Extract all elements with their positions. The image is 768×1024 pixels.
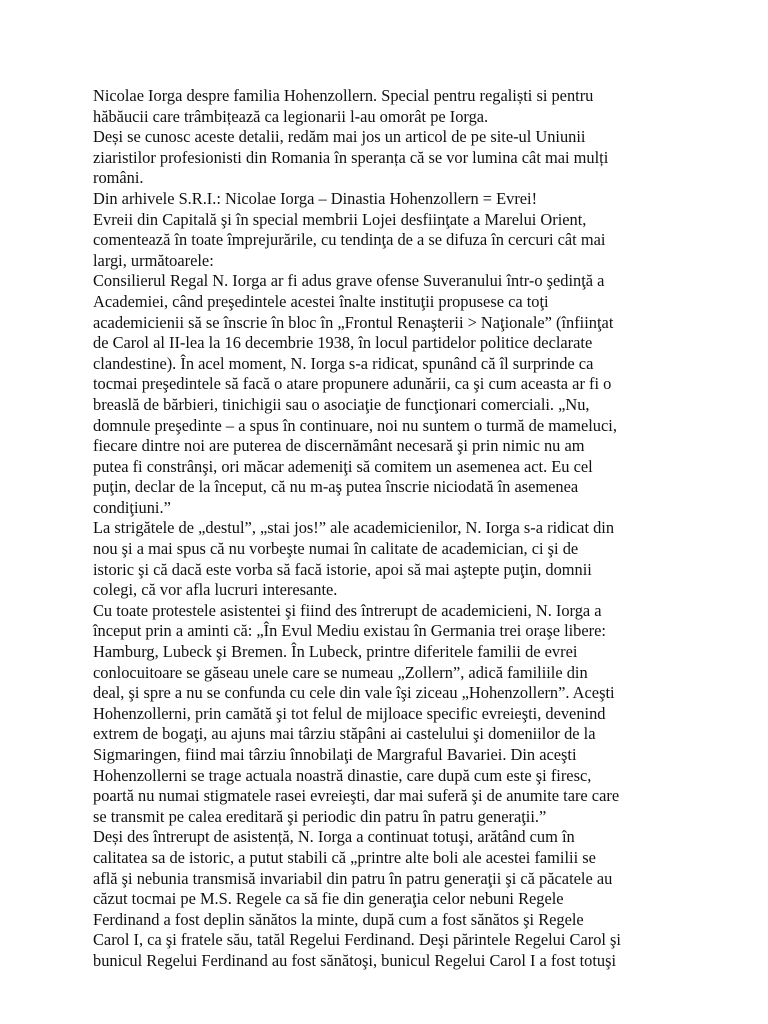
text-line: Deși des întrerupt de asistență, N. Iorga a continuat totuşi, arătând cum în [93, 827, 575, 847]
text-line: Nicolae Iorga despre familia Hohenzollern. Special pentru regaliști si pentru [93, 86, 594, 105]
text-line: Consilierul Regal N. Iorga ar fi adus grave ofense Suveranului într-o şedinţă a [93, 271, 605, 291]
text-line: poartă nu numai stigmatele rasei evreieşti, dar mai suferă şi de anumite tare care [93, 786, 620, 806]
text-line: extrem de bogaţi, au ajuns mai târziu stăpâni ai castelului şi domeniilor de la [93, 724, 596, 744]
text-line: Evreii din Capitală şi în special membrii Lojei desfiinţate a Marelui Orient, [93, 209, 587, 229]
text-line: La strigătele de „destul”, „stai jos!” ale academicienilor, N. Iorga s-a ridicat din [93, 518, 615, 538]
text-line: români. [93, 168, 144, 188]
text-line: domnule preşedinte – a spus în continuare, noi nu suntem o turmă de mameluci, [93, 415, 617, 435]
text-line: se transmit pe calea ereditară şi periodic din patru în patru generaţii.” [93, 806, 547, 826]
text-line: început prin a aminti că: „În Evul Mediu existau în Germania trei oraşe libere: [93, 621, 606, 641]
text-line: nou şi a mai spus că nu vorbeşte numai în calitate de academician, ci şi de [93, 539, 579, 559]
text-line: Hohenzollerni se trage actuala noastră dinastie, care după cum este şi firesc, [93, 765, 592, 785]
text-line: Hamburg, Lubeck şi Bremen. În Lubeck, printre diferitele familii de evrei [93, 642, 578, 662]
text-line: calitatea sa de istoric, a putut stabili că „printre alte boli ale acestei familii se [93, 847, 596, 867]
text-line: breaslă de bărbieri, tinichigii sau o asociaţie de funcţionari comerciali. „Nu, [93, 394, 590, 414]
text-line: clandestine). În acel moment, N. Iorga s-a ridicat, spunând că îl surprinde ca [93, 353, 594, 373]
text-line: fiecare dintre noi are puterea de discernământ necesară şi prin nimic nu am [93, 436, 585, 456]
text-line: puţin, declar de la început, că nu m-aş putea înscrie niciodată în asemenea [93, 477, 579, 497]
text-line: hăbăucii care trâmbițează ca legionarii l-au omorât pe Iorga. [93, 106, 489, 126]
text-line: deal, şi spre a nu se confunda cu cele din vale îşi ziceau „Hohenzollern”. Aceşti [93, 683, 615, 703]
text-line: condiţiuni.” [93, 497, 171, 517]
text-line: Din arhivele S.R.I.: Nicolae Iorga – Dinastia Hohenzollern = Evrei! [93, 188, 538, 208]
text-line: Hohenzollerni, prin camătă şi tot felul de mijloace specific evreieşti, devenind [93, 703, 606, 723]
text-line: comentează în toate împrejurările, cu tendinţa de a se difuza în cercuri cât mai [93, 230, 606, 250]
text-line: Academiei, când preşedintele acestei înalte instituţii propusese ca toţi [93, 291, 549, 311]
text-line: află şi nebunia transmisă invariabil din patru în patru generaţii şi că păcatele au [93, 868, 613, 888]
text-line: căzut tocmai pe M.S. Regele ca să fie din generaţia celor nebuni Regele [93, 889, 564, 909]
text-line: bunicul Regelui Ferdinand au fost sănătoşi, bunicul Regelui Carol I a fost totuşi [93, 950, 617, 970]
text-line: Ferdinand a fost deplin sănătos la minte, după cum a fost sănătos şi Regele [93, 909, 584, 929]
text-line: academicienii să se înscrie în bloc în „Frontul Renaşterii > Naţionale” (înfiinţat [93, 312, 614, 332]
text-line: istoric şi că dacă este vorba să facă istorie, apoi să mai aştepte puţin, domnii [93, 559, 592, 579]
text-line: putea fi constrânşi, ori măcar ademeniţi să comitem un asemenea act. Eu cel [93, 456, 593, 476]
text-line: ziaristilor profesionisti din Romania în speranța că se vor lumina cât mai mulți [93, 147, 609, 167]
text-line: Sigmaringen, fiind mai târziu înnobilaţi de Margraful Bavariei. Din aceşti [93, 745, 577, 764]
document-page [93, 86, 673, 972]
text-line: Carol I, ca şi fratele său, tatăl Regelui Ferdinand. Deşi părintele Regelui Carol şi [93, 930, 621, 950]
text-line: Cu toate protestele asistentei şi fiind des întrerupt de academicieni, N. Iorga a [93, 600, 602, 620]
text-line: colegi, că vor afla lucruri interesante. [93, 580, 338, 600]
text-line: conlocuitoare se găseau unele care se numeau „Zollern”, adică familiile din [93, 662, 588, 682]
text-line: Deși se cunosc aceste detalii, redăm mai jos un articol de pe site-ul Uniunii [93, 127, 586, 147]
text-line: de Carol al II-lea la 16 decembrie 1938, în locul partidelor politice declarate [93, 333, 593, 353]
text-line: largi, următoarele: [93, 250, 214, 270]
text-line: tocmai preşedintele să facă o atare propunere adunării, ca şi cum aceasta ar fi o [93, 374, 612, 394]
